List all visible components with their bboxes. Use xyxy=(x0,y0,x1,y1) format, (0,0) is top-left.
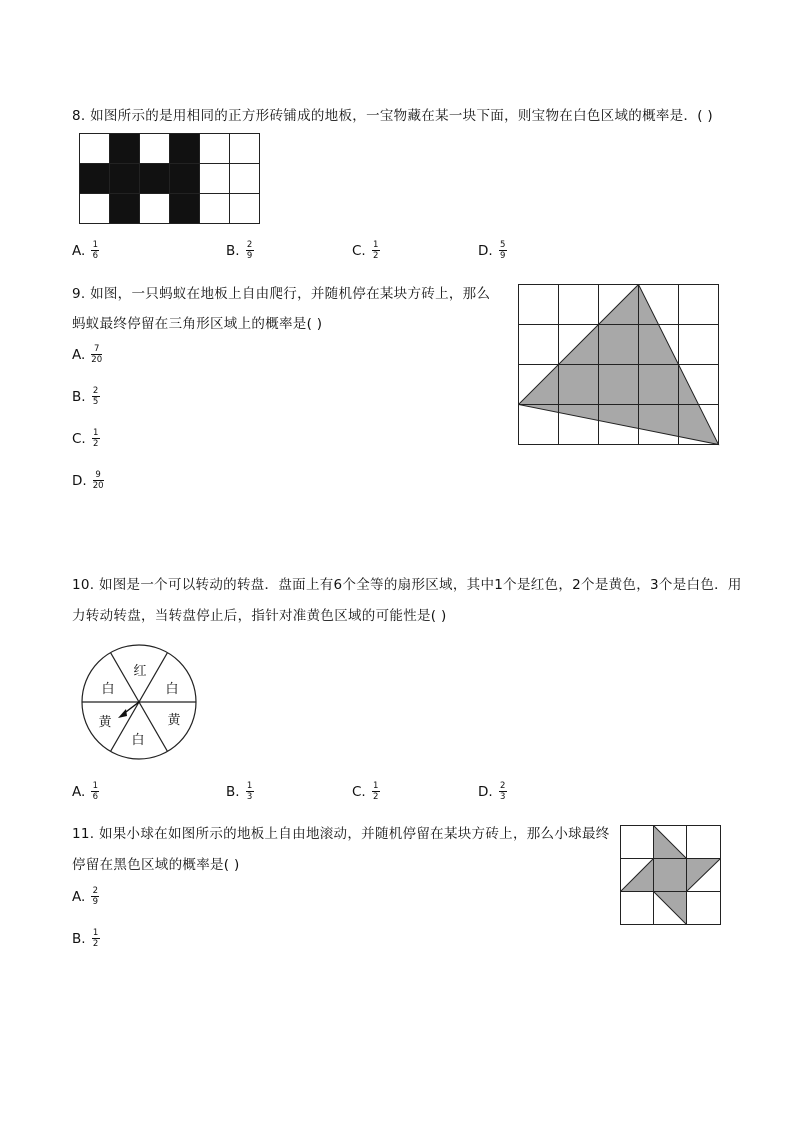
q9-option-b[interactable]: B. $\frac{2}{5}$ xyxy=(72,386,99,407)
fraction: $\frac{1}{6}$ xyxy=(92,781,98,802)
tile-black xyxy=(109,193,139,223)
q8-option-c[interactable]: C. $\frac{1}{2}$ xyxy=(352,240,379,261)
q11-option-b[interactable]: B. $\frac{1}{2}$ xyxy=(72,928,99,949)
q11-text-line1: 11. 如果小球在如图所示的地板上自由地滚动，并随机停留在某块方砖上，那么小球最终 xyxy=(72,826,610,842)
fraction: $\frac{1}{2}$ xyxy=(373,781,379,802)
q11-text-line2: 停留在黑色区域的概率是( ) xyxy=(72,857,240,873)
q8-option-b[interactable]: B. $\frac{2}{9}$ xyxy=(226,240,253,261)
fraction: $\frac{2}{3}$ xyxy=(499,781,506,802)
q8-floor-figure xyxy=(79,133,260,224)
q10-option-d[interactable]: D. $\frac{2}{3}$ xyxy=(478,781,506,802)
q10-spinner-figure xyxy=(80,643,200,763)
tile-black xyxy=(169,193,199,223)
q8-option-d[interactable]: D. $\frac{5}{9}$ xyxy=(478,240,506,261)
fraction: $\frac{2}{9}$ xyxy=(92,886,98,907)
q9-triangle-grid-figure xyxy=(518,284,720,446)
sector-label: 白 xyxy=(101,682,115,697)
q10-text-line2: 力转动转盘，当转盘停止后，指针对准黄色区域的可能性是( ) xyxy=(72,608,447,624)
fraction: $\frac{1}{2}$ xyxy=(92,928,99,949)
q9-option-c[interactable]: C. $\frac{1}{2}$ xyxy=(72,428,99,449)
sector-label: 白 xyxy=(165,682,179,697)
q10-text-line1: 10. 如图是一个可以转动的转盘．盘面上有6个全等的扇形区域，其中1个是红色，2个是黄色，3个是白色．用 xyxy=(72,577,742,593)
q10-option-b[interactable]: B. $\frac{1}{3}$ xyxy=(226,781,253,802)
q9-option-d[interactable]: D. $\frac{9}{20}$ xyxy=(72,470,104,491)
q9-text-line2: 蚂蚁最终停留在三角形区域上的概率是( ) xyxy=(72,316,323,332)
q9-text-line1: 9. 如图，一只蚂蚁在地板上自由爬行，并随机停在某块方砖上，那么 xyxy=(72,286,491,302)
q8-option-a[interactable]: A. $\frac{1}{6}$ xyxy=(72,240,98,261)
sector-label: 黄 xyxy=(98,715,112,730)
q9-option-a[interactable]: A. $\frac{7}{20}$ xyxy=(72,344,103,365)
tile-black xyxy=(109,133,139,163)
q10-option-c[interactable]: C. $\frac{1}{2}$ xyxy=(352,781,379,802)
pointer-arrow-icon xyxy=(118,709,127,718)
q10-option-a[interactable]: A. $\frac{1}{6}$ xyxy=(72,781,98,802)
tile-black xyxy=(109,163,139,193)
sector-label: 黄 xyxy=(167,713,181,728)
fraction: $\frac{7}{20}$ xyxy=(91,344,103,365)
tile-black xyxy=(169,163,199,193)
tile-black xyxy=(79,163,109,193)
fraction: $\frac{9}{20}$ xyxy=(92,470,104,491)
fraction: $\frac{1}{2}$ xyxy=(373,240,379,261)
sector-label: 红 xyxy=(133,664,147,679)
q8-text: 8. 如图所示的是用相同的正方形砖铺成的地板，一宝物藏在某一块下面，则宝物在白色区域的概率是．( ) xyxy=(72,108,713,124)
tile-black xyxy=(169,133,199,163)
fraction: $\frac{5}{9}$ xyxy=(499,240,506,261)
tile-black xyxy=(139,163,169,193)
fraction: $\frac{1}{2}$ xyxy=(93,428,99,449)
fraction: $\frac{2}{9}$ xyxy=(246,240,253,261)
sector-label: 白 xyxy=(131,733,145,748)
fraction: $\frac{1}{6}$ xyxy=(92,240,98,261)
fraction: $\frac{2}{5}$ xyxy=(92,386,99,407)
q11-option-a[interactable]: A. $\frac{2}{9}$ xyxy=(72,886,98,907)
fraction: $\frac{1}{3}$ xyxy=(246,781,253,802)
q11-pinwheel-grid-figure xyxy=(620,825,721,925)
pinwheel-region xyxy=(621,826,721,925)
